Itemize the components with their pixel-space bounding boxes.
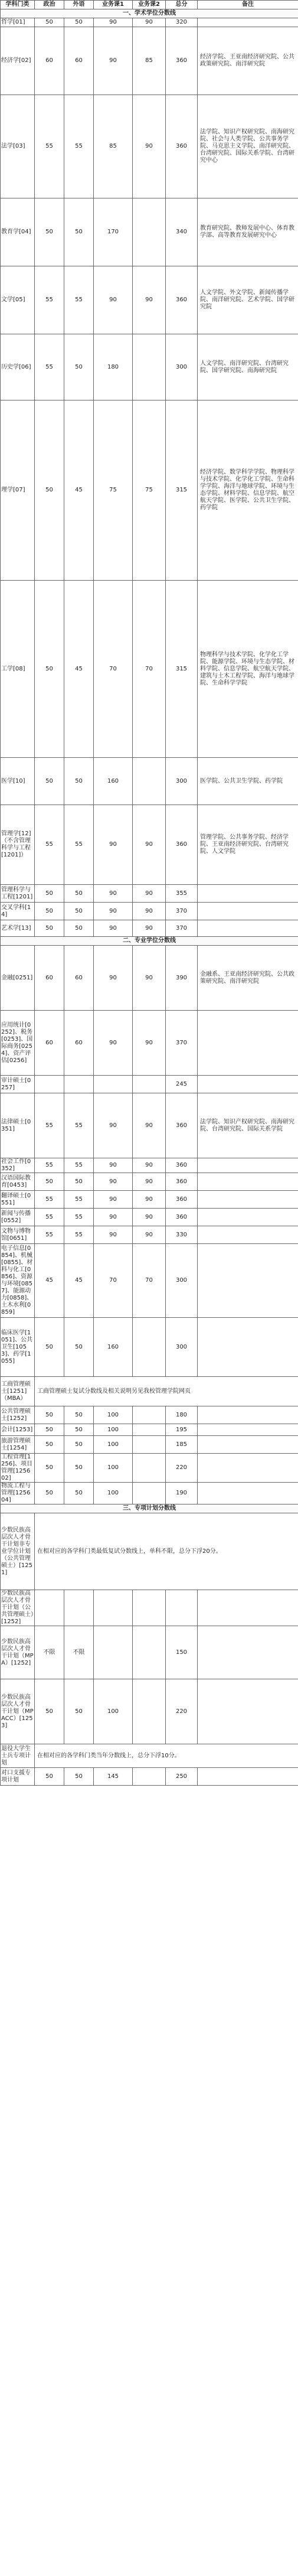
politics-score: 50 (35, 1424, 64, 1436)
header-subject-1: 业务课1 (94, 1, 133, 9)
discipline-cell: 退役大学生士兵专项计划 (1, 1744, 35, 1768)
discipline-cell: 少数民族高层次人才骨干计划（MPACC）[1253] (1, 1679, 35, 1744)
remarks-cell (198, 1318, 298, 1377)
subject-1-score: 90 (94, 903, 133, 920)
politics-score: 55 (35, 1093, 64, 1158)
total-score: 355 (166, 885, 198, 903)
section-title-row (1, 937, 298, 946)
table-row (1, 1093, 298, 1158)
total-score: 330 (166, 1226, 198, 1244)
remarks-cell (198, 18, 298, 27)
subject-2-score (133, 334, 166, 400)
subject-1-score: 90 (94, 27, 133, 95)
subject-1-score: 70 (94, 581, 133, 758)
discipline-cell: 金融[0251] (1, 946, 35, 1011)
foreign-language-score: 50 (64, 198, 94, 266)
header-remarks: 备注 (198, 1, 298, 9)
remarks-cell: 经济学院、王亚南经济研究院、公共政策研究院、南洋研究院 (198, 27, 298, 95)
remarks-cell: 法学院、知识产权研究院、南海研究院、社会与人类学院、公共事务学院、马克思主义学院、南洋研究院、台湾研究院、国际关系学院、台湾研究中心 (198, 95, 298, 198)
foreign-language-score: 50 (64, 1768, 94, 1786)
total-score: 190 (166, 1483, 198, 1504)
foreign-language-score: 50 (64, 885, 94, 903)
politics-score: 50 (35, 758, 64, 805)
table-row (1, 920, 298, 937)
section-title: 三、专项计划分数线 (1, 1504, 298, 1513)
remarks-cell (198, 1590, 298, 1626)
discipline-cell: 物流工程与管理[125604] (1, 1483, 35, 1504)
table-row (1, 758, 298, 805)
section-title-row (1, 1504, 298, 1513)
special-plan-note: 在相对应的各学科门类最低复试分数线上，单科不限，总分下浮20分。 (35, 1513, 298, 1590)
remarks-cell (198, 1626, 298, 1679)
subject-1-score: 75 (94, 400, 133, 581)
politics-score: 50 (35, 198, 64, 266)
discipline-cell: 教育学[04] (1, 198, 35, 266)
subject-1-score (94, 1590, 133, 1626)
subject-2-score (133, 1424, 166, 1436)
total-score: 390 (166, 946, 198, 1011)
subject-2-score: 90 (133, 1209, 166, 1226)
table-row (1, 885, 298, 903)
table-row (1, 1513, 298, 1590)
total-score: 370 (166, 1011, 198, 1076)
subject-2-score: 90 (133, 946, 166, 1011)
politics-score: 55 (35, 1191, 64, 1209)
table-row (1, 1590, 298, 1626)
foreign-language-score: 55 (64, 1093, 94, 1158)
politics-score: 55 (35, 805, 64, 885)
remarks-cell: 管理学院、公共事务学院、经济学院、王亚南经济研究院、台湾研究院、人文学院 (198, 805, 298, 885)
foreign-language-score: 60 (64, 1011, 94, 1076)
remarks-cell: 法学院、知识产权研究院、南海研究院、台湾研究院、国际关系学院 (198, 1093, 298, 1158)
section-title-row (1, 9, 298, 18)
table-row (1, 1679, 298, 1744)
total-score: 370 (166, 903, 198, 920)
table-row (1, 1226, 298, 1244)
foreign-language-score: 50 (64, 1436, 94, 1454)
remarks-cell (198, 1436, 298, 1454)
total-score: 250 (166, 1768, 198, 1786)
remarks-cell (198, 1768, 298, 1786)
politics-score: 50 (35, 1173, 64, 1191)
table-row (1, 1377, 298, 1406)
politics-score: 60 (35, 1011, 64, 1076)
subject-1-score: 90 (94, 1093, 133, 1158)
remarks-cell (198, 1226, 298, 1244)
foreign-language-score: 50 (64, 758, 94, 805)
header-foreign-language: 外语 (64, 1, 94, 9)
remarks-cell (198, 1158, 298, 1173)
subject-2-score: 75 (133, 400, 166, 581)
table-row (1, 1424, 298, 1436)
subject-2-score (133, 1768, 166, 1786)
subject-2-score (133, 1318, 166, 1377)
subject-1-score: 170 (94, 198, 133, 266)
subject-1-score: 90 (94, 805, 133, 885)
foreign-language-score (64, 1076, 94, 1093)
remarks-cell: 医学院、公共卫生学院、药学院 (198, 758, 298, 805)
politics-score: 45 (35, 1244, 64, 1318)
discipline-cell: 公共管理硕士[1252] (1, 1406, 35, 1424)
foreign-language-score: 55 (64, 266, 94, 334)
foreign-language-score: 60 (64, 946, 94, 1011)
subject-1-score: 100 (94, 1436, 133, 1454)
foreign-language-score: 不限 (64, 1626, 94, 1679)
politics-score: 60 (35, 946, 64, 1011)
total-score: 360 (166, 27, 198, 95)
subject-2-score: 90 (133, 1173, 166, 1191)
remarks-cell: 人文学院、南洋研究院、台湾研究院、国学研究院、南海研究院 (198, 334, 298, 400)
total-score: 185 (166, 1436, 198, 1454)
table-row (1, 903, 298, 920)
subject-2-score: 70 (133, 581, 166, 758)
table-row (1, 1406, 298, 1424)
politics-score: 50 (35, 1679, 64, 1744)
header-total: 总分 (166, 1, 198, 9)
table-row (1, 95, 298, 198)
header-politics: 政治 (35, 1, 64, 9)
discipline-cell: 社会工作[0352] (1, 1158, 35, 1173)
remarks-cell (198, 1244, 298, 1318)
subject-1-score: 90 (94, 1011, 133, 1076)
subject-2-score (133, 1454, 166, 1483)
discipline-cell: 临床医学[1051]、公共卫生[1053]、药学[1055] (1, 1318, 35, 1377)
foreign-language-score: 50 (64, 1318, 94, 1377)
politics-score: 55 (35, 1209, 64, 1226)
discipline-cell: 翻译硕士[0551] (1, 1191, 35, 1209)
discipline-cell: 汉语国际教育[0453] (1, 1173, 35, 1191)
politics-score: 55 (35, 334, 64, 400)
foreign-language-score: 55 (64, 1209, 94, 1226)
table-row (1, 27, 298, 95)
foreign-language-score: 55 (64, 95, 94, 198)
remarks-cell (198, 1406, 298, 1424)
remarks-cell (198, 1679, 298, 1744)
foreign-language-score: 50 (64, 1679, 94, 1744)
header-discipline: 学科门类 (1, 1, 35, 9)
politics-score: 50 (35, 1768, 64, 1786)
discipline-cell: 审计硕士[0257] (1, 1076, 35, 1093)
subject-1-score: 90 (94, 1226, 133, 1244)
discipline-cell: 理学[07] (1, 400, 35, 581)
remarks-cell: 人文学院、外文学院、新闻传播学院、南洋研究院、艺术学院、国学研究院 (198, 266, 298, 334)
total-score: 220 (166, 1679, 198, 1744)
subject-2-score: 90 (133, 18, 166, 27)
table-row (1, 266, 298, 334)
subject-2-score: 90 (133, 1226, 166, 1244)
subject-2-score (133, 758, 166, 805)
remarks-cell (198, 1483, 298, 1504)
remarks-cell: 教育研究院、教师发展中心、体育教学部、高等教育发展研究中心 (198, 198, 298, 266)
politics-score: 55 (35, 95, 64, 198)
subject-1-score: 160 (94, 1318, 133, 1377)
discipline-cell: 工商管理硕士[1251]（MBA） (1, 1377, 35, 1406)
politics-score: 55 (35, 1226, 64, 1244)
subject-1-score: 70 (94, 1244, 133, 1318)
foreign-language-score: 50 (64, 1406, 94, 1424)
mba-retest-note: 工商管理硕士复试分数线及相关说明另见我校管理学院网页 (35, 1377, 298, 1406)
subject-1-score: 180 (94, 334, 133, 400)
subject-2-score (133, 1626, 166, 1679)
politics-score: 50 (35, 1318, 64, 1377)
subject-2-score: 90 (133, 1011, 166, 1076)
foreign-language-score: 50 (64, 920, 94, 937)
discipline-cell: 应用统计[0252]、税务[0253]、国际商务[0254]、资产评估[0256] (1, 1011, 35, 1076)
subject-2-score: 90 (133, 805, 166, 885)
discipline-cell: 会计[1253] (1, 1424, 35, 1436)
table-row (1, 1626, 298, 1679)
subject-2-score: 90 (133, 266, 166, 334)
discipline-cell: 少数民族高层次人才骨干计划非专业学位计划（公共管理硕士）[1251] (1, 1513, 35, 1590)
subject-1-score: 90 (94, 1173, 133, 1191)
total-score (166, 1590, 198, 1626)
remarks-cell (198, 1209, 298, 1226)
table-row (1, 334, 298, 400)
subject-2-score: 90 (133, 885, 166, 903)
subject-1-score: 90 (94, 885, 133, 903)
total-score: 360 (166, 1093, 198, 1158)
politics-score: 50 (35, 885, 64, 903)
discipline-cell: 少数民族高层次人才骨干计划（MPA）[1252] (1, 1626, 35, 1679)
politics-score: 50 (35, 903, 64, 920)
table-header-row (1, 1, 298, 9)
remarks-cell (198, 885, 298, 903)
total-score: 360 (166, 1191, 198, 1209)
table-row (1, 1244, 298, 1318)
foreign-language-score: 45 (64, 400, 94, 581)
table-row (1, 400, 298, 581)
subject-1-score: 100 (94, 1406, 133, 1424)
total-score: 300 (166, 758, 198, 805)
table-row (1, 1158, 298, 1173)
total-score: 360 (166, 805, 198, 885)
subject-2-score (133, 1590, 166, 1626)
politics-score: 55 (35, 1158, 64, 1173)
special-plan-note: 在相对应的各学科门类当年分数线上，总分下浮10分。 (35, 1744, 298, 1768)
total-score: 245 (166, 1076, 198, 1093)
table-row (1, 1173, 298, 1191)
total-score: 360 (166, 266, 198, 334)
subject-1-score: 85 (94, 95, 133, 198)
subject-1-score (94, 1626, 133, 1679)
foreign-language-score: 50 (64, 1424, 94, 1436)
foreign-language-score: 50 (64, 1483, 94, 1504)
subject-1-score: 100 (94, 1483, 133, 1504)
subject-1-score: 90 (94, 1191, 133, 1209)
total-score: 315 (166, 581, 198, 758)
foreign-language-score: 50 (64, 334, 94, 400)
total-score: 315 (166, 400, 198, 581)
subject-1-score: 90 (94, 18, 133, 27)
discipline-cell: 文学[05] (1, 266, 35, 334)
discipline-cell: 艺术学[13] (1, 920, 35, 937)
subject-2-score: 90 (133, 920, 166, 937)
subject-2-score (133, 1406, 166, 1424)
foreign-language-score: 45 (64, 1244, 94, 1318)
subject-2-score (133, 198, 166, 266)
remarks-cell: 物理科学与技术学院、化学化工学院、能源学院、环境与生态学院、材料学院、信息学院、航空航天学院、建筑与土木工程学院、海洋与地球学院、生命科学学院 (198, 581, 298, 758)
politics-score: 不限 (35, 1626, 64, 1679)
subject-1-score: 160 (94, 758, 133, 805)
subject-2-score (133, 1076, 166, 1093)
discipline-cell: 少数民族高层次人才骨干计划（公共管理硕士）[1252] (1, 1590, 34, 1625)
politics-score: 55 (35, 266, 64, 334)
section-title: 二、专业学位分数线 (1, 937, 298, 946)
total-score: 360 (166, 95, 198, 198)
subject-1-score: 90 (94, 1209, 133, 1226)
foreign-language-score: 50 (64, 903, 94, 920)
subject-1-score: 100 (94, 1424, 133, 1436)
subject-2-score: 70 (133, 1244, 166, 1318)
subject-2-score (133, 1483, 166, 1504)
foreign-language-score: 55 (64, 1158, 94, 1173)
subject-2-score (133, 1436, 166, 1454)
foreign-language-score: 60 (64, 27, 94, 95)
discipline-cell: 医学[10] (1, 758, 35, 805)
table-row (1, 1191, 298, 1209)
table-row (1, 198, 298, 266)
subject-1-score: 90 (94, 920, 133, 937)
table-row (1, 1011, 298, 1076)
discipline-cell: 工程管理[1256]、项目管理[125602] (1, 1454, 35, 1483)
discipline-cell: 对口支援专项计划 (1, 1768, 35, 1786)
table-row (1, 18, 298, 27)
total-score: 195 (166, 1424, 198, 1436)
remarks-cell (198, 1011, 298, 1076)
total-score: 220 (166, 1454, 198, 1483)
foreign-language-score: 50 (64, 18, 94, 27)
politics-score: 50 (35, 1454, 64, 1483)
discipline-cell: 交叉学科[14] (1, 903, 35, 920)
discipline-cell: 经济学[02] (1, 27, 35, 95)
politics-score: 50 (35, 1436, 64, 1454)
discipline-cell: 旅游管理硕士[1254] (1, 1436, 35, 1454)
discipline-cell: 法律硕士[0351] (1, 1093, 35, 1158)
politics-score: 50 (35, 1483, 64, 1504)
subject-2-score: 90 (133, 1191, 166, 1209)
subject-1-score: 90 (94, 1158, 133, 1173)
discipline-cell: 管理科学与工程[1201] (1, 885, 35, 903)
remarks-cell: 金融系、王亚南经济研究院、公共政策研究院、南洋研究院 (198, 946, 298, 1011)
total-score: 180 (166, 1406, 198, 1424)
politics-score: 50 (35, 18, 64, 27)
discipline-cell: 管理学[12]（不含管理科学与工程[1201]） (1, 805, 35, 885)
remarks-cell (198, 1076, 298, 1093)
subject-2-score: 90 (133, 1158, 166, 1173)
subject-2-score: 90 (133, 1093, 166, 1158)
header-subject-2: 业务课2 (133, 1, 166, 9)
foreign-language-score: 50 (64, 1454, 94, 1483)
politics-score: 50 (35, 920, 64, 937)
remarks-cell (198, 920, 298, 937)
foreign-language-score: 55 (64, 805, 94, 885)
table-row (1, 1483, 298, 1504)
total-score: 150 (166, 1626, 198, 1679)
politics-score: 60 (35, 27, 64, 95)
table-row (1, 1744, 298, 1768)
total-score: 360 (166, 1173, 198, 1191)
foreign-language-score (64, 1590, 94, 1626)
table-row (1, 1209, 298, 1226)
table-row (1, 1768, 298, 1786)
discipline-cell: 法学[03] (1, 95, 35, 198)
section-title: 一、学术学位分数线 (1, 9, 298, 18)
discipline-cell: 历史学[06] (1, 334, 35, 400)
subject-1-score: 100 (94, 1454, 133, 1483)
total-score: 360 (166, 1158, 198, 1173)
total-score: 370 (166, 920, 198, 937)
subject-2-score (133, 1679, 166, 1744)
foreign-language-score: 50 (64, 1173, 94, 1191)
discipline-cell: 文物与博物馆[0651] (1, 1226, 35, 1244)
total-score: 300 (166, 334, 198, 400)
subject-2-score: 90 (133, 95, 166, 198)
total-score: 300 (166, 1244, 198, 1318)
subject-1-score (94, 1076, 133, 1093)
politics-score (35, 1590, 64, 1626)
total-score: 320 (166, 18, 198, 27)
discipline-cell: 电子信息[0854]、机械[0855]、材料与化工[0856]、资源与环境[0857]、能源动力[0858]、土木水利[0859] (1, 1244, 35, 1318)
remarks-cell (198, 1424, 298, 1436)
discipline-cell: 工学[08] (1, 581, 35, 758)
foreign-language-score: 55 (64, 1191, 94, 1209)
table-row (1, 946, 298, 1011)
subject-2-score: 90 (133, 903, 166, 920)
remarks-cell (198, 1191, 298, 1209)
remarks-cell: 经济学院、数学科学学院、物理科学与技术学院、化学化工学院、生命科学学院、海洋与地球学院、环境与生态学院、材料学院、信息学院、航空航天学院、医学院、公共卫生学院、药学院 (198, 400, 298, 581)
total-score: 340 (166, 198, 198, 266)
subject-1-score: 100 (94, 1679, 133, 1744)
remarks-cell (198, 1173, 298, 1191)
subject-2-score: 85 (133, 27, 166, 95)
table-row (1, 1076, 298, 1093)
table-row (1, 1318, 298, 1377)
table-row (1, 1454, 298, 1483)
politics-score: 50 (35, 400, 64, 581)
total-score: 360 (166, 1209, 198, 1226)
politics-score: 50 (35, 1406, 64, 1424)
politics-score (35, 1076, 64, 1093)
politics-score: 50 (35, 581, 64, 758)
foreign-language-score: 45 (64, 581, 94, 758)
discipline-cell: 哲学[01] (1, 18, 35, 27)
remarks-cell (198, 903, 298, 920)
discipline-cell: 新闻与传播[0552] (1, 1209, 35, 1226)
subject-1-score: 90 (94, 266, 133, 334)
table-row (1, 581, 298, 758)
subject-1-score: 145 (94, 1768, 133, 1786)
foreign-language-score: 55 (64, 1226, 94, 1244)
table-row (1, 805, 298, 885)
total-score: 300 (166, 1318, 198, 1377)
subject-1-score: 90 (94, 946, 133, 1011)
remarks-cell (198, 1454, 298, 1483)
table-row (1, 1436, 298, 1454)
